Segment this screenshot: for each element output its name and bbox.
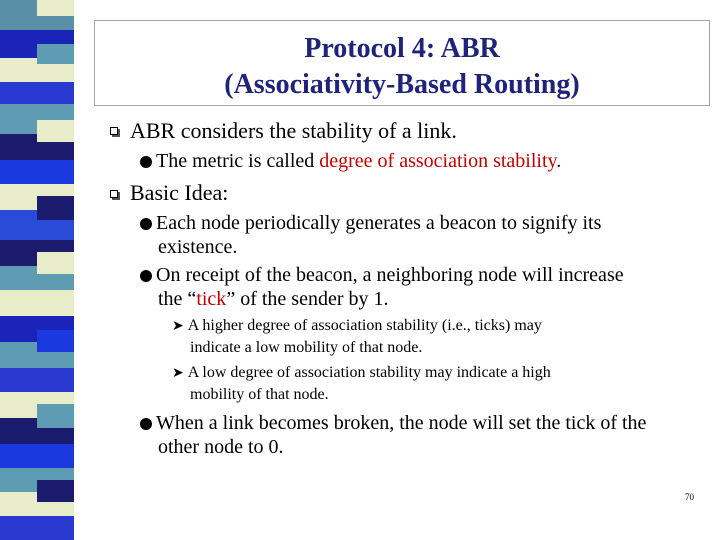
- text-line: [140, 287, 624, 311]
- text-line: mobility of that node.: [190, 386, 329, 403]
- arrow-bullet-icon: ➤: [172, 366, 184, 381]
- round-bullet-icon: [140, 218, 152, 230]
- highlight-term: tick: [196, 288, 227, 310]
- text-line: other node to 0.: [158, 436, 284, 458]
- bullet-2-sub-2-b: [172, 362, 551, 405]
- text-line: On receipt of the beacon, a neighboring node will increase: [156, 264, 624, 286]
- square-bullet-icon: [110, 190, 118, 198]
- page-number: 70: [685, 492, 694, 502]
- bullet-2-sub-2-a: [172, 315, 542, 358]
- bullet-2-sub-3: [140, 411, 646, 459]
- text-fragment: ” of the sender by 1.: [226, 288, 389, 310]
- bullet-1-text: ABR considers the stability of a link.: [130, 118, 457, 143]
- text-line: indicate a low mobility of that node.: [190, 339, 423, 356]
- bullet-2-text: Basic Idea:: [130, 180, 229, 205]
- decorative-stripe: [0, 0, 74, 540]
- text-fragment: .: [556, 150, 562, 172]
- text-line: When a link becomes broken, the node will set the tick of the: [156, 412, 647, 434]
- bullet-2-sub-2: [140, 263, 624, 311]
- square-bullet-icon: [110, 127, 118, 135]
- slide-title-line-1: Protocol 4: ABR: [304, 33, 500, 64]
- text-fragment: The metric is called: [156, 150, 320, 172]
- bullet-1-sub-1: [140, 149, 561, 173]
- text-line: Each node periodically generates a beacon to signify its: [156, 212, 602, 234]
- text-fragment: the “: [158, 288, 197, 310]
- highlight-term: degree of association stability: [319, 150, 557, 172]
- text-line: A higher degree of association stability (i.e., ticks) may: [187, 317, 542, 334]
- text-line: A low degree of association stability may indicate a high: [187, 364, 551, 381]
- bullet-2-sub-1: [140, 211, 601, 259]
- arrow-bullet-icon: ➤: [172, 319, 184, 334]
- title-box: [94, 20, 710, 106]
- round-bullet-icon: [140, 156, 152, 168]
- slide-title-line-2: (Associativity-Based Routing): [224, 69, 580, 100]
- round-bullet-icon: [140, 418, 152, 430]
- round-bullet-icon: [140, 270, 152, 282]
- text-line: existence.: [158, 236, 238, 258]
